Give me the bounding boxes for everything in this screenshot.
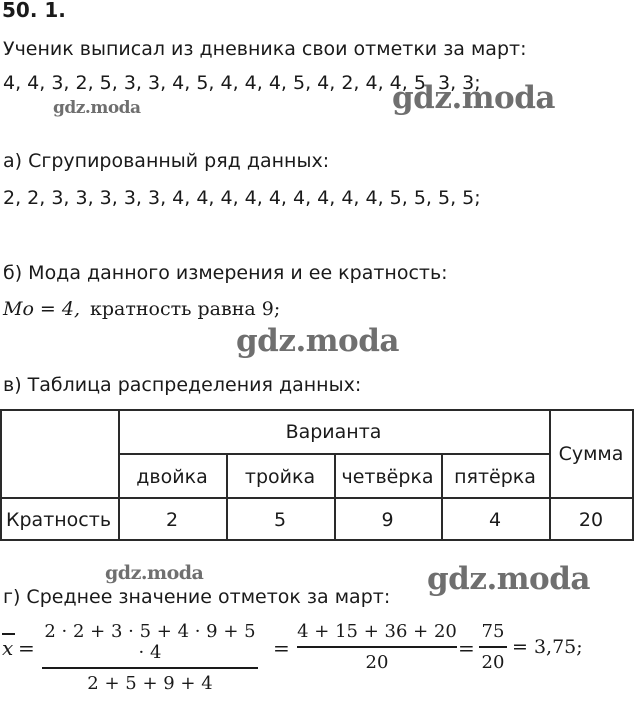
- table-row-label: Кратность: [6, 509, 112, 531]
- exercise-number: 50. 1.: [2, 0, 66, 22]
- watermark-2: gdz.moda: [236, 323, 399, 359]
- mean-symbol-letter: x: [2, 636, 14, 660]
- table-value-sum: 20: [578, 509, 604, 531]
- mean-result: = 3,75;: [512, 636, 583, 658]
- fraction-2-numerator: 4 + 15 + 36 + 20: [297, 621, 457, 642]
- table-header-variant: Варианта: [285, 421, 382, 443]
- distribution-table: [0, 409, 634, 540]
- fraction-1-denominator: 2 + 5 + 9 + 4: [87, 672, 213, 694]
- part-a-title: а) Сгрупированный ряд данных:: [3, 150, 330, 172]
- table-value-chetverka: 9: [381, 509, 394, 531]
- fraction-1: [42, 621, 258, 694]
- grades-list: 4, 4, 3, 2, 5, 3, 3, 4, 5, 4, 4, 4, 5, 4, 2, 4, 4, 5, 3, 3;: [3, 72, 481, 94]
- intro-text: Ученик выписал из дневника свои отметки за март:: [3, 38, 527, 60]
- part-b-title: б) Мода данного измерения и ее кратность:: [3, 262, 448, 284]
- watermark-small-2: gdz.moda: [105, 562, 204, 584]
- mode-value: Mo = 4,: [3, 298, 81, 320]
- watermark-1: gdz.moda: [392, 80, 555, 116]
- fraction-3: [479, 621, 507, 673]
- watermark-small-1: gdz.moda: [53, 98, 141, 118]
- table-header-sum: Сумма: [558, 443, 624, 465]
- table-value-pyaterka: 4: [488, 509, 502, 531]
- table-value-dvoika: 2: [165, 509, 179, 531]
- equals-3: =: [458, 636, 475, 660]
- fraction-2: [297, 621, 457, 673]
- fraction-3-numerator: 75: [481, 621, 505, 642]
- grouped-series: 2, 2, 3, 3, 3, 3, 3, 4, 4, 4, 4, 4, 4, 4, 4, 4, 5, 5, 5, 5;: [3, 187, 481, 209]
- mode-multiplicity: кратность равна 9;: [90, 298, 281, 320]
- fraction-1-numerator: 2 · 2 + 3 · 5 + 4 · 9 + 5 · 4: [44, 621, 256, 663]
- equals-1: =: [18, 636, 35, 660]
- table-col-chetverka: четвёрка: [341, 466, 434, 488]
- part-v-title: в) Таблица распределения данных:: [3, 374, 362, 396]
- table-col-pyaterka: пятёрка: [454, 466, 536, 488]
- watermark-3: gdz.moda: [427, 561, 590, 597]
- table-col-troika: тройка: [244, 466, 316, 488]
- mean-symbol: [2, 636, 13, 660]
- table-col-dvoika: двойка: [136, 466, 208, 488]
- part-g-title: г) Среднее значение отметок за март:: [3, 586, 391, 608]
- equals-2: =: [273, 636, 290, 660]
- fraction-2-denominator: 20: [365, 651, 389, 673]
- fraction-3-denominator: 20: [481, 651, 505, 673]
- table-value-troika: 5: [273, 509, 287, 531]
